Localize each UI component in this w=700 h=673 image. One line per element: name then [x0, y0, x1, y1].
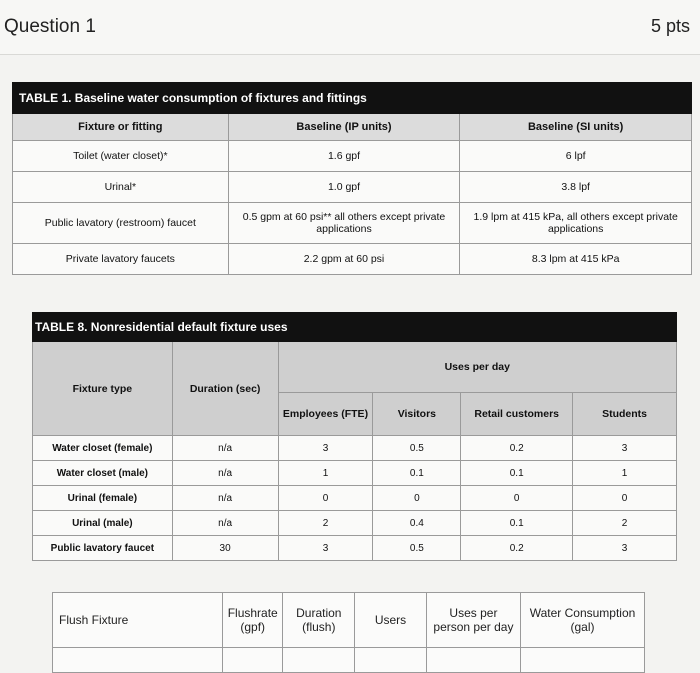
answer-header-flush-fixture: Flush Fixture [53, 593, 223, 648]
table-8-header-uses-per-day: Uses per day [278, 342, 676, 393]
table-cell: Urinal* [13, 172, 229, 203]
table-cell: 3 [573, 436, 677, 461]
table-8-header-fixture-type: Fixture type [33, 342, 173, 436]
table-cell: 3 [278, 536, 373, 561]
table-cell: 1.9 lpm at 415 kPa, all others except private applications [460, 203, 692, 244]
table-cell: Toilet (water closet)* [13, 141, 229, 172]
table-8-header-students: Students [573, 393, 677, 436]
answer-header-users: Users [355, 593, 427, 648]
table-cell: 1.0 gpf [228, 172, 460, 203]
table-8-fixture-uses [32, 312, 677, 561]
table-cell: Urinal (female) [33, 486, 173, 511]
table-cell: 0.1 [461, 511, 573, 536]
table-row [13, 244, 692, 275]
table-cell: 0.1 [373, 461, 461, 486]
table-1-header-si: Baseline (SI units) [460, 114, 692, 141]
table-row [33, 536, 677, 561]
answer-table [52, 592, 645, 673]
table-cell: 1.6 gpf [228, 141, 460, 172]
table-row [13, 203, 692, 244]
table-row [33, 511, 677, 536]
answer-cell[interactable] [283, 648, 355, 673]
table-cell: 1 [278, 461, 373, 486]
table-cell: Urinal (male) [33, 511, 173, 536]
table-cell: 0.5 [373, 436, 461, 461]
answer-header-uses-per-person: Uses per person per day [426, 593, 520, 648]
table-cell: 0 [278, 486, 373, 511]
answer-header-water-consumption: Water Consumption (gal) [521, 593, 645, 648]
table-row [33, 486, 677, 511]
table-row [33, 461, 677, 486]
table-cell: 30 [172, 536, 278, 561]
table-cell: n/a [172, 486, 278, 511]
question-header [0, 0, 700, 55]
table-cell: 0.2 [461, 536, 573, 561]
table-cell: 3 [573, 536, 677, 561]
table-cell: 0.5 [373, 536, 461, 561]
answer-cell[interactable] [521, 648, 645, 673]
table-cell: 2.2 gpm at 60 psi [228, 244, 460, 275]
question-points: 5 pts [650, 16, 690, 36]
table-cell: Public lavatory faucet [33, 536, 173, 561]
answer-header-duration: Duration (flush) [283, 593, 355, 648]
table-8-header-employees: Employees (FTE) [278, 393, 373, 436]
table-cell: Water closet (male) [33, 461, 173, 486]
table-cell: 0 [461, 486, 573, 511]
table-1-caption: TABLE 1. Baseline water consumption of fixtures and fittings [13, 83, 692, 114]
table-cell: 8.3 lpm at 415 kPa [460, 244, 692, 275]
answer-cell[interactable] [426, 648, 520, 673]
table-cell: 0.2 [461, 436, 573, 461]
table-cell: 0 [373, 486, 461, 511]
question-title: Question 1 [4, 16, 96, 37]
table-cell: 2 [278, 511, 373, 536]
table-cell: 0.5 gpm at 60 psi** all others except private applications [228, 203, 460, 244]
table-cell: Public lavatory (restroom) faucet [13, 203, 229, 244]
answer-cell[interactable] [53, 648, 223, 673]
table-cell: Water closet (female) [33, 436, 173, 461]
table-row [53, 648, 645, 673]
answer-cell[interactable] [355, 648, 427, 673]
table-cell: 0.4 [373, 511, 461, 536]
answer-header-flushrate: Flushrate (gpf) [223, 593, 283, 648]
table-1-header-ip: Baseline (IP units) [228, 114, 460, 141]
table-cell: n/a [172, 511, 278, 536]
answer-cell[interactable] [223, 648, 283, 673]
table-cell: 3.8 lpf [460, 172, 692, 203]
table-cell: 3 [278, 436, 373, 461]
table-1-header-fixture: Fixture or fitting [13, 114, 229, 141]
table-row [13, 172, 692, 203]
table-cell: Private lavatory faucets [13, 244, 229, 275]
table-cell: 6 lpf [460, 141, 692, 172]
table-cell: n/a [172, 461, 278, 486]
table-cell: n/a [172, 436, 278, 461]
table-8-caption: TABLE 8. Nonresidential default fixture uses [33, 313, 677, 342]
table-row [13, 141, 692, 172]
table-cell: 0 [573, 486, 677, 511]
table-8-header-retail: Retail customers [461, 393, 573, 436]
table-cell: 0.1 [461, 461, 573, 486]
table-cell: 1 [573, 461, 677, 486]
table-row [33, 436, 677, 461]
table-8-header-duration: Duration (sec) [172, 342, 278, 436]
table-cell: 2 [573, 511, 677, 536]
table-1-baseline-consumption [12, 82, 692, 275]
table-8-header-visitors: Visitors [373, 393, 461, 436]
